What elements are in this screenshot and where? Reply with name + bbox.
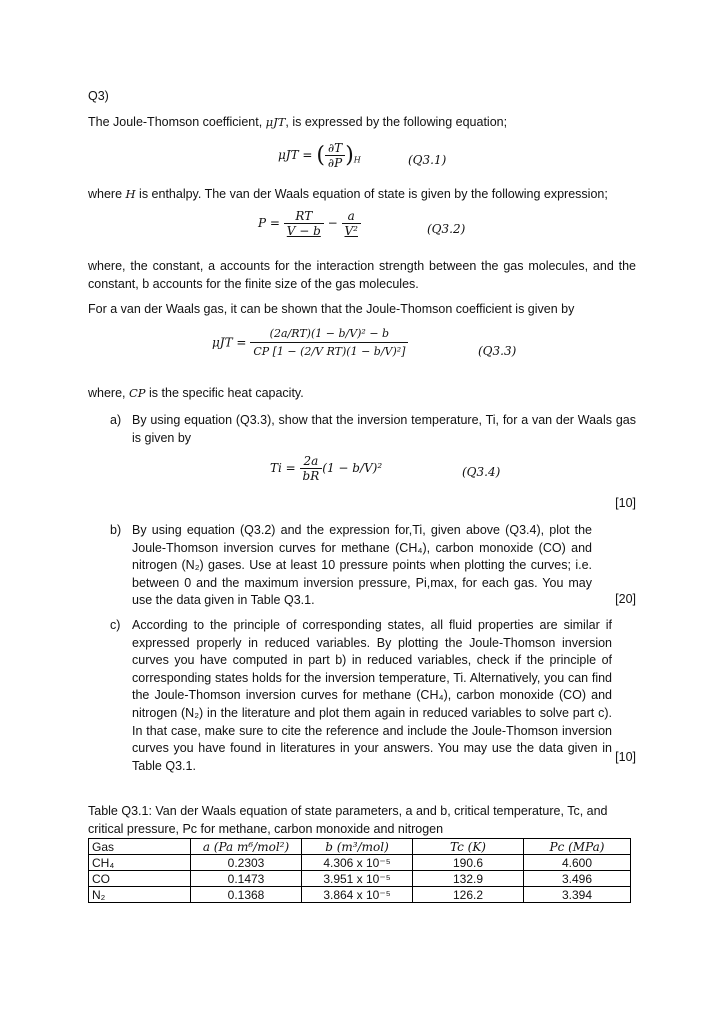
intro-paragraph: [88, 114, 636, 132]
header-tc: Tc (K): [413, 839, 524, 855]
part-c-label: c): [110, 618, 121, 632]
header-b: b (m³/mol): [302, 839, 413, 855]
part-b-text: By using equation (Q3.2) and the expression for,Ti, given above (Q3.4), plot the Joule-Thomson inversion curves for methane (CH₄), carbon monoxide (CO) and nitrogen (N₂) gases. Use at least 10 pressure points when plotting the curves; i.e. between 0 and the maximum inversion pressure, Pi,max, for each gas. You may use the data given in Table Q3.1.: [132, 523, 592, 608]
cell-a: 0.1368: [191, 887, 302, 903]
cell-b: 3.951 x 10⁻⁵: [302, 871, 413, 887]
cell-tc: 190.6: [413, 855, 524, 871]
eq4-label: (Q3.4): [462, 465, 501, 479]
part-a-marks: [10]: [615, 496, 636, 510]
cell-b: 4.306 x 10⁻⁵: [302, 855, 413, 871]
header-pc: Pc (MPa): [524, 839, 631, 855]
eq4-denominator: bR: [300, 468, 323, 483]
eq3-numerator: (2a/RT)(1 − b/V)² − b: [269, 327, 390, 340]
table-row: [89, 887, 631, 903]
part-c-marks: [10]: [615, 750, 636, 764]
cp-post: is the specific heat capacity.: [145, 386, 304, 400]
part-c-text: According to the principle of corresponding states, all fluid properties are similar if expressed properly in reduced variables. By plotting the Joule-Thomson inversion curves you have computed in part b) in reduced variables, check if the principle of corresponding states holds for the inversion temperature, Ti. Alternatively, you can find the Joule-Thomson inversion curves for methane (CH₄), carbon monoxide (CO) and nitrogen (N₂) in the literature and plot them again in reduced variables to solve part c). In that case, make sure to cite the reference and include the Joule-Thomson inversion curves you have found in literatures in your answers. You may use the data given in Table Q3.1.: [132, 618, 612, 773]
table-row: [89, 855, 631, 871]
enthalpy-paragraph: [88, 186, 636, 204]
equation-q3-1: μJT = ( $\frac{\partial T}{\partial P}$ )$_H$: [278, 141, 361, 170]
part-a: [110, 412, 636, 452]
part-b-label: b): [110, 523, 122, 537]
eq1-lhs: μJT =: [278, 148, 313, 162]
cell-a: 0.2303: [191, 855, 302, 871]
header-a: a (Pa m⁶/mol²): [191, 839, 302, 855]
cp-pre: where,: [88, 386, 129, 400]
equation-q3-3: [212, 327, 408, 358]
eq1-label: (Q3.1): [408, 153, 447, 167]
eq2-den2: V²: [342, 223, 361, 238]
intro-pre: The Joule-Thomson coefficient,: [88, 115, 266, 129]
cell-gas: N₂: [89, 887, 191, 903]
part-a-text: By using equation (Q3.3), show that the inversion temperature, Ti, for a van der Waals gas is given by: [132, 413, 636, 445]
cell-a: 0.1473: [191, 871, 302, 887]
eq3-lhs: μJT =: [212, 335, 247, 350]
cell-pc: 3.394: [524, 887, 631, 903]
h-symbol: H: [125, 187, 136, 201]
cell-gas: CH₄: [89, 855, 191, 871]
question-label: Q3): [88, 89, 109, 103]
table-row: [89, 871, 631, 887]
cell-pc: 4.600: [524, 855, 631, 871]
cell-pc: 3.496: [524, 871, 631, 887]
intro-post: , is expressed by the following equation;: [285, 115, 508, 129]
eq4-tail: (1 − b/V)²: [322, 461, 383, 475]
header-gas: Gas: [89, 839, 191, 855]
eq2-den1: V − b: [284, 223, 324, 238]
eq2-num1: RT: [295, 209, 313, 223]
eq2-num2: a: [347, 209, 355, 223]
cell-gas: CO: [89, 871, 191, 887]
table-header-row: [89, 839, 631, 855]
table-caption: Table Q3.1: Van der Waals equation of state parameters, a and b, critical temperature, Tc, and critical pressure, Pc for methane, carbon monoxide and nitrogen: [88, 804, 608, 836]
mu-jt-symbol: μJT: [265, 115, 286, 129]
vdw-parameters-table: [88, 838, 631, 903]
eq2-label: (Q3.2): [427, 222, 466, 236]
cp-paragraph: [88, 385, 636, 403]
eq1-denominator: ∂P: [325, 155, 345, 170]
equation-q3-2: P = $\frac{RT}{V - b}$ − $\frac{a}{\text{V²}}$: [258, 209, 361, 238]
eq3-denominator: CP [1 − (2/V RT)(1 − b/V)²]: [250, 342, 408, 358]
part-b-marks: [20]: [615, 592, 636, 606]
part-a-label: a): [110, 413, 122, 427]
eq4-numerator: 2a: [303, 454, 319, 468]
eq4-lhs: Ti =: [270, 461, 296, 475]
eq1-numerator: ∂T: [327, 141, 343, 155]
part-c: [110, 617, 636, 773]
where-h-post: is enthalpy. The van der Waals equation of state is given by the following expression;: [135, 187, 608, 201]
cell-tc: 126.2: [413, 887, 524, 903]
eq1-subscript: H: [353, 155, 361, 165]
cp-symbol: CP: [129, 386, 146, 400]
eq3-label: (Q3.3): [478, 344, 517, 358]
equation-q3-4: [270, 454, 382, 483]
vdw-paragraph: For a van der Waals gas, it can be shown that the Joule-Thomson coefficient is given by: [88, 302, 575, 316]
cell-tc: 132.9: [413, 871, 524, 887]
constants-paragraph: where, the constant, a accounts for the interaction strength between the gas molecules, and the constant, b accounts for the finite size of the gas molecules.: [88, 259, 636, 291]
part-b: [110, 522, 636, 610]
cell-b: 3.864 x 10⁻⁵: [302, 887, 413, 903]
where-h-pre: where: [88, 187, 126, 201]
eq2-lhs: P =: [258, 216, 280, 230]
